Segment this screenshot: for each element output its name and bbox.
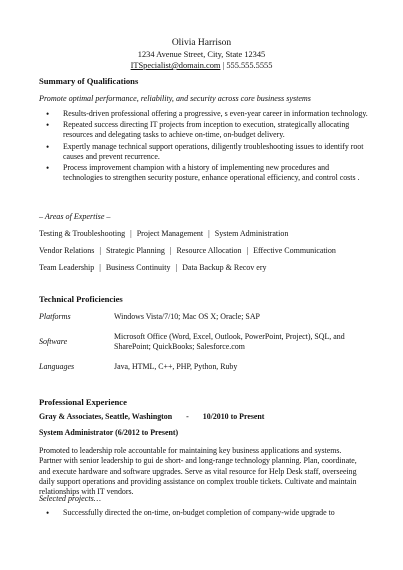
job-description: Promoted to leadership role accountable for maintaining key business applications and systems. Partner with senior leadership to gui de short- and long-range technology planning. Plan, coordinate, and execute hardware and software upgrades. Serve as vital resource for Help Desk staff, overseeing daily support operations and providing assistance on complex trouble tickets. Cultivate and maintain relationships with IT vendors.: [39, 446, 357, 497]
expertise-item: System Administration: [214, 229, 289, 238]
expertise-separator: |: [99, 263, 101, 272]
expertise-item: Project Management: [136, 229, 204, 238]
experience-heading: Professional Experience: [39, 397, 127, 407]
expertise-item: Effective Communication: [253, 246, 336, 255]
expertise-item: Data Backup & Recov ery: [182, 263, 267, 272]
expertise-separator: |: [246, 246, 249, 255]
project-bullet-list: [46, 508, 368, 519]
expertise-item: Vendor Relations: [39, 246, 95, 255]
company-line: [39, 412, 361, 422]
expertise-heading: – Areas of Expertise –: [39, 212, 111, 221]
expertise-separator: |: [169, 246, 172, 255]
expertise-row: [39, 263, 267, 272]
expertise-row: [39, 246, 336, 255]
tech-label-software: Software: [39, 337, 68, 346]
expertise-row: [39, 229, 288, 238]
expertise-separator: |: [130, 229, 132, 238]
expertise-separator: |: [99, 246, 101, 255]
email-link[interactable]: ITSpecialist@domain.com: [130, 61, 221, 70]
phone-number: 555.555.5555: [226, 61, 273, 70]
summary-bullet: • Process improvement champion with a history of implementing new procedures and technologies to strengthen security posture, enhance operational efficiency, and control costs .: [46, 163, 368, 183]
employment-dates: 10/2010 to Present: [202, 412, 265, 421]
tech-value-software: Microsoft Office (Word, Excel, Outlook, PowerPoint, Project), SQL, and SharePoint; QuickBooks; Salesforce.com: [114, 332, 345, 351]
tech-value-platforms: Windows Vista/7/10; Mac OS X; Oracle; SAP: [114, 312, 260, 321]
summary-bullet: • Expertly manage technical support operations, diligently troubleshooting issues to identify root causes and prevent recurrence.: [46, 142, 368, 162]
summary-bullet: • Results-driven professional offering a progressive, s even-year career in information technology.: [46, 109, 368, 119]
tech-label-languages: Languages: [39, 362, 75, 371]
address-line: 1234 Avenue Street, City, State 12345: [137, 50, 266, 59]
expertise-item: Team Leadership: [39, 263, 95, 272]
expertise-item: Business Continuity: [105, 263, 171, 272]
expertise-item: Testing & Troubleshooting: [39, 229, 126, 238]
contact-separator: |: [220, 61, 227, 70]
technical-heading: Technical Proficiencies: [39, 294, 123, 304]
contact-line: [0, 61, 403, 70]
expertise-item: Strategic Planning: [105, 246, 165, 255]
selected-projects-label: Selected projects…: [39, 494, 101, 503]
summary-tagline: Promote optimal performance, reliability, and security across core business systems: [39, 94, 311, 103]
job-title: System Administrator (6/2012 to Present): [39, 428, 179, 437]
candidate-name: Olivia Harrison: [171, 38, 232, 48]
expertise-separator: |: [208, 229, 210, 238]
summary-heading: Summary of Qualifications: [39, 76, 139, 86]
expertise-separator: |: [175, 263, 178, 272]
date-dash: -: [186, 412, 189, 421]
company-name: Gray & Associates, Seattle, Washington: [39, 412, 173, 421]
tech-label-platforms: Platforms: [39, 312, 71, 321]
expertise-item: Resource Allocation: [176, 246, 242, 255]
summary-bullet: • Repeated success directing IT projects from inception to execution, strategically allocating resources and delegating tasks to achieve on-time, on-budget delivery.: [46, 120, 368, 140]
tech-value-languages: Java, HTML, C++, PHP, Python, Ruby: [114, 362, 238, 371]
summary-bullet-list: [46, 109, 368, 184]
project-bullet: • Successfully directed the on-time, on-budget completion of company-wide upgrade to: [46, 508, 368, 518]
